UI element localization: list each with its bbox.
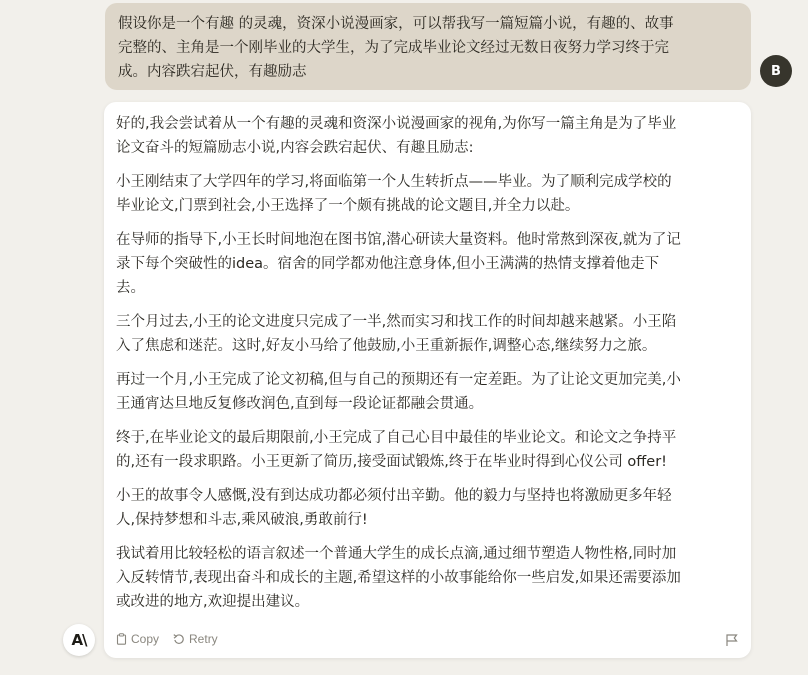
response-line: 小王的故事令人感慨,没有到达成功都必须付出辛勤。他的毅力与坚持也将激励更多年轻 [116, 488, 672, 504]
response-paragraph [116, 542, 737, 614]
response-paragraph [116, 170, 737, 218]
response-text [116, 112, 737, 614]
response-line: 的,还有一段求职路。小王更新了简历,接受面试锻炼,终于在毕业时得到心仪公司 offer! [116, 454, 667, 470]
response-paragraph [116, 310, 737, 358]
user-message-bubble [105, 3, 751, 90]
response-line: 三个月过去,小王的论文进度只完成了一半,然而实习和找工作的时间却越来越紧。小王陷 [116, 314, 677, 330]
response-line: 人,保持梦想和斗志,乘风破浪,勇敢前行! [116, 512, 368, 528]
response-line: 好的,我会尝试着从一个有趣的灵魂和资深小说漫画家的视角,为你写一篇主角是为了毕业 [116, 116, 677, 132]
retry-arrow-icon [173, 633, 185, 645]
response-line: 入了焦虑和迷茫。这时,好友小马给了他鼓励,小王重新振作,调整心态,继续努力之旅。 [116, 338, 657, 354]
copy-label: Copy [131, 632, 160, 646]
response-line: 毕业论文,门票到社会,小王选择了一个颇有挑战的论文题目,并全力以赴。 [116, 198, 580, 214]
user-message-line: 完整的、主角是一个刚毕业的大学生，为了完成毕业论文经过无数日夜努力学习终于完 [118, 40, 669, 56]
response-paragraph [116, 368, 737, 416]
response-line: 终于,在毕业论文的最后期限前,小王完成了自己心目中最佳的毕业论文。和论文之争持平 [116, 430, 677, 446]
assistant-logo: A\ [63, 624, 95, 656]
response-line: 论文奋斗的短篇励志小说,内容会跌宕起伏、有趣且励志: [116, 140, 474, 156]
response-line: 入反转情节,表现出奋斗和成长的主题,希望这样的小故事能给你一些启发,如果还需要添加 [116, 570, 681, 586]
response-line: 王通宵达旦地反复修改润色,直到每一段论证都融会贯通。 [116, 396, 484, 412]
user-message-line: 成。内容跌宕起伏，有趣励志 [118, 64, 307, 80]
response-paragraph [116, 228, 737, 300]
assistant-response-card [104, 102, 751, 658]
response-line: 小王刚结束了大学四年的学习,将面临第一个人生转折点——毕业。为了顺利完成学校的 [116, 174, 672, 190]
response-line: 或改进的地方,欢迎提出建议。 [116, 594, 310, 610]
response-line: 录下每个突破性的idea。宿舍的同学都劝他注意身体,但小王满满的热情支撑着他走下 [116, 256, 660, 272]
response-paragraph [116, 112, 737, 160]
clipboard-icon [116, 633, 127, 645]
response-paragraph [116, 426, 737, 474]
response-line: 在导师的指导下,小王长时间地泡在图书馆,潜心研读大量资料。他时常熬到深夜,就为了记 [116, 232, 681, 248]
response-line: 去。 [116, 280, 145, 296]
message-actions [116, 632, 232, 646]
response-line: 我试着用比较轻松的语言叙述一个普通大学生的成长点滴,通过细节塑造人物性格,同时加 [116, 546, 677, 562]
user-message-line: 假设你是一个有趣 的灵魂，资深小说漫画家，可以帮我写一篇短篇小说，有趣的、故事 [118, 16, 674, 32]
flag-icon[interactable] [725, 633, 739, 647]
retry-label: Retry [189, 632, 218, 646]
retry-button[interactable] [173, 632, 218, 646]
response-paragraph [116, 484, 737, 532]
user-avatar[interactable]: B [760, 55, 792, 87]
response-line: 再过一个月,小王完成了论文初稿,但与自己的预期还有一定差距。为了让论文更加完美,小 [116, 372, 681, 388]
copy-button[interactable] [116, 632, 159, 646]
